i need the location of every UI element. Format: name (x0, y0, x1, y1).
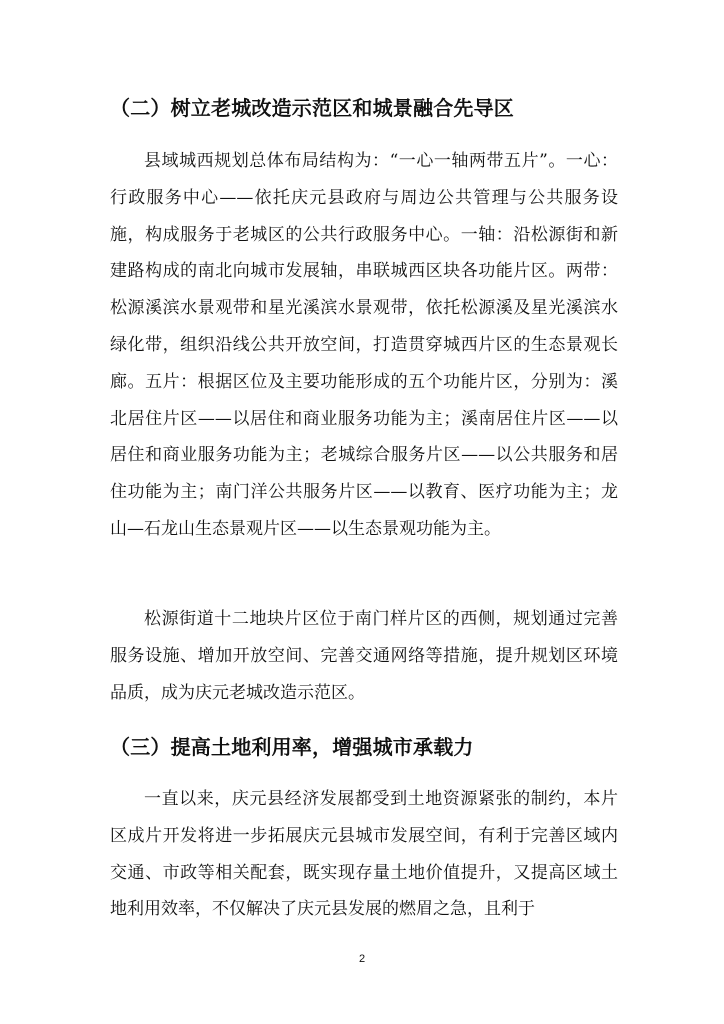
body-paragraph-songyuan-block: 松源街道十二地块片区位于南门样片区的西侧，规划通过完善服务设施、增加开放空间、完善交通网络等措施，提升规划区环境品质，成为庆元老城改造示范区。 (110, 609, 618, 703)
page-number: 2 (358, 953, 366, 965)
body-paragraph-layout-structure: 县域城西规划总体布局结构为：“一心一轴两带五片”。一心：行政服务中心——依托庆元县政府与周边公共管理与公共服务设施，构成服务于老城区的公共行政服务中心。一轴：沿松源街和新建路构成的南北向城市发展轴，串联城西区块各功能片区。两带：松源溪滨水景观带和星光溪滨水景观带，依托松源溪及星光溪滨水绿化带，组织沿线公共开放空间，打造贯穿城西片区的生态景观长廊。五片：根据区位及主要功能形成的五个功能片区，分别为：溪北居住片区——以居住和商业服务功能为主；溪南居住片区——以居住和商业服务功能为主；老城综合服务片区——以公共服务和居住功能为主；南门洋公共服务片区——以教育、医疗功能为主；龙山—石龙山生态景观片区——以生态景观功能为主。 (110, 151, 618, 539)
section-heading-2: （二）树立老城改造示范区和城景融合先导区 (110, 96, 514, 120)
section-heading-3: （三）提高土地利用率，增强城市承载力 (110, 735, 474, 759)
body-paragraph-land-use: 一直以来，庆元县经济发展都受到土地资源紧张的制约，本片区成片开发将进一步拓展庆元县城市发展空间，有利于完善区域内交通、市政等相关配套，既实现存量土地价值提升，又提高区域土地利用效率，不仅解决了庆元县发展的燃眉之急，且利于 (110, 789, 618, 920)
